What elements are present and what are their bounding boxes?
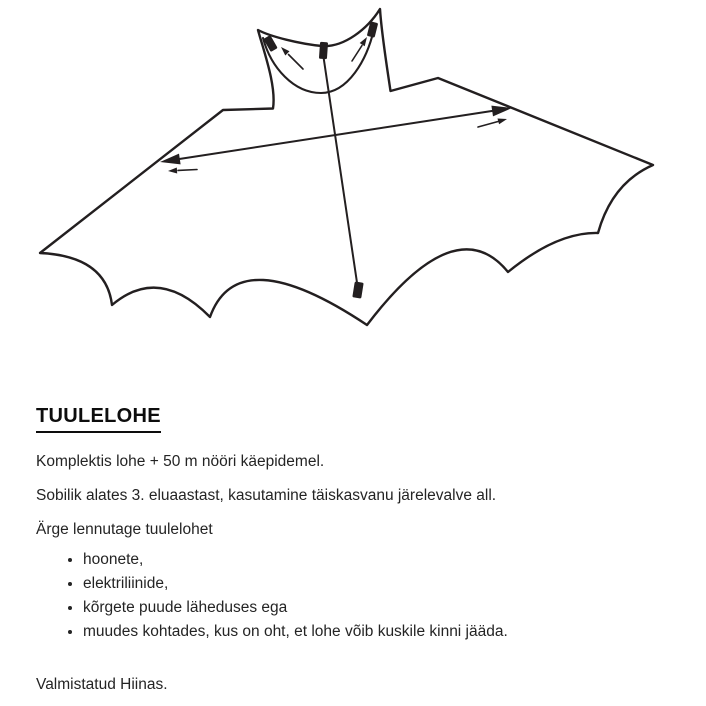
bottom-center-connector	[352, 281, 363, 298]
arrow-left-small-head-icon	[168, 168, 177, 174]
arrow-left-small-line	[178, 170, 197, 171]
top-center-connector	[319, 42, 328, 60]
made-in-note: Valmistatud Hiinas.	[36, 676, 168, 693]
list-item: • kõrgete puude läheduses ega	[83, 596, 666, 620]
spine-rod	[324, 57, 358, 286]
arrow-head-right-head-icon	[360, 37, 367, 46]
paragraph-contents: Komplektis lohe + 50 m nööri käepidemel.	[36, 453, 325, 470]
text-block	[36, 404, 666, 695]
arrow-head-left-line	[289, 55, 304, 70]
cross-spar-rod	[176, 111, 495, 160]
arrow-right-small-line	[478, 121, 499, 127]
paragraph-warning-intro: Ärge lennutage tuulelohet	[36, 521, 213, 538]
page-title: TUULELOHE	[36, 404, 161, 433]
kite-outline	[40, 9, 653, 325]
spar-left-arrowhead-icon	[160, 154, 181, 165]
paragraph-age-suitability: Sobilik alates 3. eluaastast, kasutamine täiskasvanu järelevalve all.	[36, 487, 497, 504]
list-item: • elektriliinide,	[83, 572, 666, 596]
list-item: • hoonete,	[83, 548, 666, 572]
arrow-right-small-head-icon	[498, 119, 508, 125]
arrow-head-right-line	[352, 46, 362, 62]
warning-list	[36, 548, 666, 644]
list-item: • muudes kohtades, kus on oht, et lohe võib kuskile kinni jääda.	[83, 620, 666, 644]
